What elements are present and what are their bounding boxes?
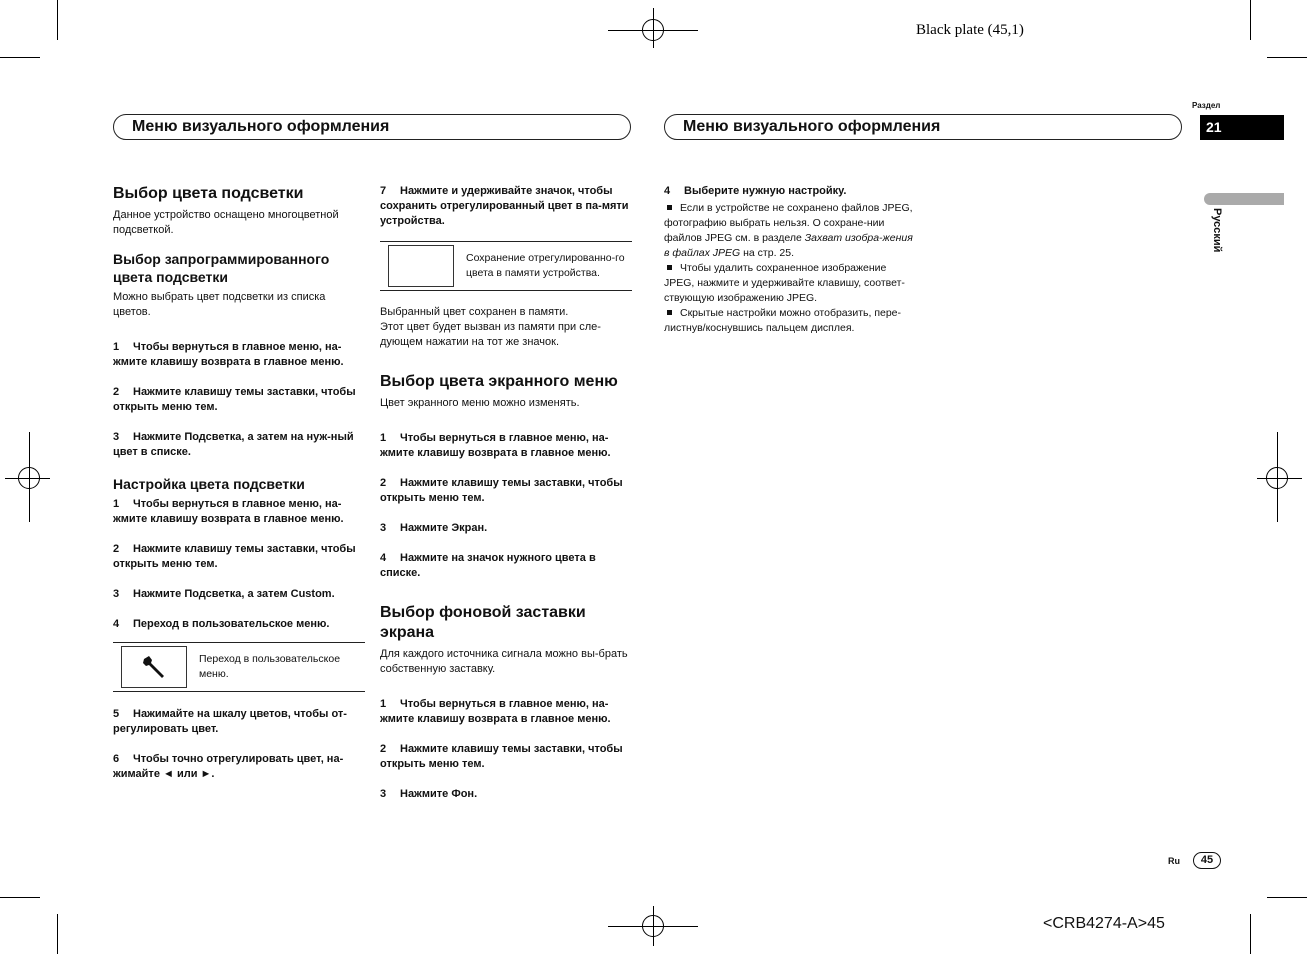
cross-reference-link[interactable]: Захват изобра-жения в файлах JPEG bbox=[664, 232, 913, 259]
column-1 bbox=[113, 184, 365, 797]
column-3 bbox=[664, 184, 916, 336]
heading-background: Выбор фоновой заставки экрана bbox=[380, 604, 586, 641]
crop-mark bbox=[57, 914, 58, 954]
paragraph: Можно выбрать цвет подсветки из списка цветов. bbox=[113, 291, 326, 318]
lang-code: Ru bbox=[1168, 856, 1180, 866]
step: 3 Нажмите Подсветка, а затем Custom. bbox=[113, 588, 335, 600]
color-swatch-icon[interactable] bbox=[388, 245, 454, 287]
crop-mark bbox=[1267, 57, 1307, 58]
page-number: 45 bbox=[1193, 852, 1221, 869]
step: 2 Нажмите клавишу темы заставки, чтобы открыть меню тем. bbox=[380, 477, 623, 504]
paragraph: Выбранный цвет сохранен в памяти. bbox=[380, 306, 569, 318]
doc-code: <CRB4274-A>45 bbox=[1043, 915, 1165, 932]
crop-mark bbox=[1250, 0, 1251, 40]
step: 2 Нажмите клавишу темы заставки, чтобы открыть меню тем. bbox=[380, 743, 623, 770]
header-left-title: Меню визуального оформления bbox=[113, 114, 631, 140]
wrench-icon[interactable] bbox=[121, 646, 187, 688]
step: 4 Переход в пользовательское меню. bbox=[113, 618, 330, 630]
header-right-title: Меню визуального оформления bbox=[664, 114, 1182, 140]
crop-mark bbox=[0, 57, 40, 58]
paragraph: Этот цвет будет вызван из памяти при сле-дующем нажатии на тот же значок. bbox=[380, 321, 601, 348]
language-label: Русский bbox=[1211, 208, 1223, 253]
crop-mark bbox=[0, 897, 40, 898]
bullet-icon bbox=[667, 205, 672, 210]
heading-preset: Выбор запрограммированного цвета подсветки bbox=[113, 251, 330, 285]
step: 2 Нажмите клавишу темы заставки, чтобы открыть меню тем. bbox=[113, 386, 356, 413]
heading-screen-color: Выбор цвета экранного меню bbox=[380, 373, 618, 390]
step: 3 Нажмите Фон. bbox=[380, 788, 478, 800]
heading-backlight: Выбор цвета подсветки bbox=[113, 185, 304, 202]
crop-mark bbox=[1267, 897, 1307, 898]
section-label: Раздел bbox=[1192, 101, 1221, 110]
bullet-icon bbox=[667, 310, 672, 315]
step: 1 Чтобы вернуться в главное меню, на-жмите клавишу возврата в главное меню. bbox=[113, 341, 344, 368]
custom-menu-box bbox=[113, 642, 365, 692]
plate-label: Black plate (45,1) bbox=[916, 22, 1024, 38]
heading-custom: Настройка цвета подсветки bbox=[113, 476, 305, 492]
step: 4 Нажмите на значок нужного цвета в списке. bbox=[380, 552, 596, 579]
bullet-item: Чтобы удалить сохраненное изображение JPEG, нажмите и удерживайте клавишу, соответ-ствующую изображению JPEG. bbox=[664, 262, 905, 304]
step: 5 Нажимайте на шкалу цветов, чтобы от-регулировать цвет. bbox=[113, 708, 347, 735]
step: 3 Нажмите Подсветка, а затем на нуж-ный цвет в списке. bbox=[113, 431, 354, 458]
save-color-box bbox=[380, 241, 632, 291]
step: 1 Чтобы вернуться в главное меню, на-жмите клавишу возврата в главное меню. bbox=[380, 698, 611, 725]
step: 1 Чтобы вернуться в главное меню, на-жмите клавишу возврата в главное меню. bbox=[113, 498, 344, 525]
bullet-item: Если в устройстве не сохранено файлов JPEG, фотографию выбрать нельзя. О сохране-нии файлов JPEG см. в разделе Захват изобра-жения в файлах JPEG на стр. 25. bbox=[664, 202, 913, 259]
section-number: 21 bbox=[1200, 115, 1284, 140]
step: 3 Нажмите Экран. bbox=[380, 522, 488, 534]
crop-mark bbox=[1250, 914, 1251, 954]
box-caption: Переход в пользовательское меню. bbox=[199, 653, 341, 680]
crop-mark bbox=[57, 0, 58, 40]
paragraph: Для каждого источника сигнала можно вы-брать собственную заставку. bbox=[380, 648, 628, 675]
language-tab bbox=[1204, 193, 1284, 205]
column-2 bbox=[380, 184, 632, 817]
bullet-icon bbox=[667, 265, 672, 270]
step: 7 Нажмите и удерживайте значок, чтобы сохранить отрегулированный цвет в па-мяти устройства. bbox=[380, 185, 629, 227]
box-caption: Сохранение отрегулированно-го цвета в памяти устройства. bbox=[466, 252, 625, 279]
step: 1 Чтобы вернуться в главное меню, на-жмите клавишу возврата в главное меню. bbox=[380, 432, 611, 459]
step: 6 Чтобы точно отрегулировать цвет, на-жимайте ◄ или ►. bbox=[113, 753, 344, 780]
bullet-item: Скрытые настройки можно отобразить, пере-листнув/коснувшись пальцем дисплея. bbox=[664, 307, 902, 334]
step: 2 Нажмите клавишу темы заставки, чтобы открыть меню тем. bbox=[113, 543, 356, 570]
step: 4 Выберите нужную настройку. bbox=[664, 185, 847, 197]
paragraph: Данное устройство оснащено многоцветной подсветкой. bbox=[113, 209, 339, 236]
paragraph: Цвет экранного меню можно изменять. bbox=[380, 397, 580, 409]
